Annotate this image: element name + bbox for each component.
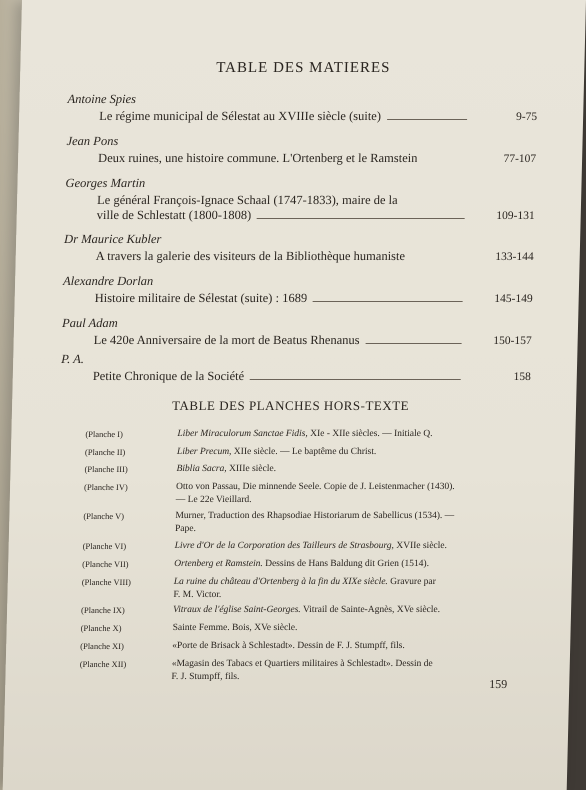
plate-entry — [79, 658, 520, 684]
plate-entry — [84, 463, 524, 476]
leader-line — [387, 119, 467, 120]
plate-label: (Planche VIII) — [81, 577, 132, 587]
entry-title: Histoire militaire de Sélestat (suite) : 1689 — [94, 291, 308, 305]
plate-description-text: «Magasin des Tabacs et Quartiers militaires à Schlestadt». Dessin de — [171, 659, 433, 669]
plate-description — [174, 540, 522, 553]
plate-entry — [83, 510, 524, 536]
plate-description — [173, 604, 521, 617]
entry-author: Dr Maurice Kubler — [63, 232, 162, 246]
plate-description — [176, 481, 525, 507]
plate-description-line2: Pape. — [174, 524, 197, 534]
entry-line — [65, 208, 535, 223]
toc-entry — [63, 274, 534, 306]
toc-entry — [64, 232, 535, 264]
entry-line — [61, 333, 531, 348]
entry-author: Jean Pons — [66, 134, 119, 148]
entry-title: Le général François-Ignace Schaal (1747-1833), maire de la — [96, 193, 398, 207]
entry-author: Alexandre Dorlan — [62, 274, 154, 288]
entry-title-continued: ville de Schlestatt (1800-1808) — [96, 208, 252, 222]
plate-label: (Planche IV) — [83, 482, 128, 492]
plate-entry — [81, 576, 522, 602]
plate-italic-title: Vitraux de l'église Saint-Georges. — [172, 605, 301, 615]
entry-pages: 145-149 — [494, 293, 533, 305]
plate-label: (Planche III) — [84, 464, 128, 474]
entry-line — [61, 369, 531, 384]
page-number: 159 — [489, 677, 508, 691]
plate-entry — [85, 446, 525, 459]
plate-description-text: Gravure par — [387, 577, 436, 587]
plate-label: (Planche X) — [80, 623, 122, 633]
plate-label: (Planche VII) — [82, 559, 129, 569]
leader-line — [365, 343, 461, 344]
toc-entry — [65, 176, 536, 223]
entry-author: P. A. — [61, 352, 85, 366]
entry-pages: 133-144 — [495, 251, 534, 263]
plate-label: (Planche IX) — [80, 605, 125, 615]
entry-author: Georges Martin — [65, 176, 146, 190]
plate-entry — [84, 481, 525, 507]
plate-description-text: XIIIe siècle. — [226, 464, 277, 474]
toc-entry — [61, 352, 532, 384]
entry-author: Paul Adam — [61, 316, 118, 330]
plate-description-text: «Porte de Brisack à Schlestadt». Dessin de F. J. Stumpff, fils. — [172, 641, 405, 651]
plate-italic-title: Livre d'Or de la Corporation des Tailleurs de Strasbourg, — [174, 541, 395, 551]
plate-entry — [85, 428, 525, 441]
entry-pages: 150-157 — [493, 335, 532, 347]
plate-description — [173, 576, 522, 602]
leader-line — [250, 379, 461, 380]
entry-author: Antoine Spies — [67, 92, 137, 106]
plate-italic-title: La ruine du château d'Ortenberg à la fin du XIXe siècle. — [173, 577, 388, 587]
entry-pages: 77-107 — [503, 153, 537, 165]
leader-line — [257, 218, 465, 219]
plate-description — [171, 658, 520, 684]
entry-pages: 9-75 — [515, 111, 538, 123]
plate-description-text: Vitrail de Sainte-Agnès, XVe siècle. — [300, 605, 441, 615]
plate-label: (Planche VI) — [82, 541, 127, 551]
plate-entry — [80, 640, 520, 653]
entry-title: Petite Chronique de la Société — [92, 369, 245, 383]
page-title: TABLE DES MATIERES — [215, 60, 391, 76]
plate-description-text: Dessins de Hans Baldung dit Grien (1514). — [262, 559, 430, 569]
plate-description-text: XIIe siècle. — Le baptême du Christ. — [231, 447, 377, 457]
entry-pages: 158 — [513, 371, 531, 383]
plate-label: (Planche V) — [83, 511, 125, 521]
entry-title: Le régime municipal de Sélestat au XVIIIe siècle (suite) — [98, 109, 382, 123]
plate-description-text: Otto von Passau, Die minnende Seele. Copie de J. Leistenmacher (1430). — [175, 482, 455, 492]
plate-entry — [80, 622, 520, 635]
page-content — [51, 0, 540, 790]
plate-description-line2: F. M. Victor. — [173, 590, 222, 600]
plate-description-text: Murner, Traduction des Rhapsodiae Historiarum de Sabellicus (1534). — — [175, 511, 455, 521]
plate-description — [172, 622, 520, 635]
plate-entry — [82, 540, 522, 553]
plate-description — [177, 446, 525, 459]
plate-label: (Planche II) — [84, 447, 126, 457]
entry-pages: 109-131 — [496, 210, 535, 222]
plate-description — [177, 428, 525, 441]
plate-description — [172, 640, 520, 653]
plate-label: (Planche I) — [85, 429, 124, 439]
plate-italic-title: Ortenberg et Ramstein. — [174, 559, 263, 569]
entry-line — [64, 249, 534, 264]
plate-description — [176, 463, 524, 476]
plate-label: (Planche XII) — [79, 659, 127, 669]
plate-description-line2: — Le 22e Vieillard. — [175, 495, 252, 505]
toc-entry — [66, 134, 537, 166]
plate-entry — [81, 604, 521, 617]
entry-title: Le 420e Anniversaire de la mort de Beatus Rhenanus — [93, 333, 360, 347]
plate-description — [174, 558, 522, 571]
entry-title: A travers la galerie des visiteurs de la Bibliothèque humaniste — [95, 249, 406, 263]
toc-entry — [67, 92, 538, 124]
toc-entry — [61, 316, 532, 348]
plate-label: (Planche XI) — [80, 641, 125, 651]
plate-description-text: XVIIe siècle. — [393, 541, 448, 551]
plate-italic-title: Biblia Sacra, — [176, 464, 227, 474]
book-page — [3, 0, 586, 790]
plate-italic-title: Liber Precum, — [176, 447, 232, 457]
plate-entry — [82, 558, 522, 571]
entry-line — [63, 291, 533, 306]
plate-italic-title: Liber Miraculorum Sanctae Fidis, — [177, 429, 308, 439]
plate-description — [175, 510, 524, 536]
plate-description-line2: F. J. Stumpff, fils. — [171, 672, 240, 682]
plate-description-text: XIe - XIIe siècles. — Initiale Q. — [307, 429, 433, 439]
leader-line — [313, 301, 463, 302]
entry-line — [66, 151, 536, 166]
entry-line — [67, 109, 537, 124]
entry-title: Deux ruines, une histoire commune. L'Ortenberg et le Ramstein — [97, 151, 418, 165]
plates-title: TABLE DES PLANCHES HORS-TEXTE — [171, 398, 410, 413]
plate-description-text: Sainte Femme. Bois, XVe siècle. — [172, 623, 298, 633]
